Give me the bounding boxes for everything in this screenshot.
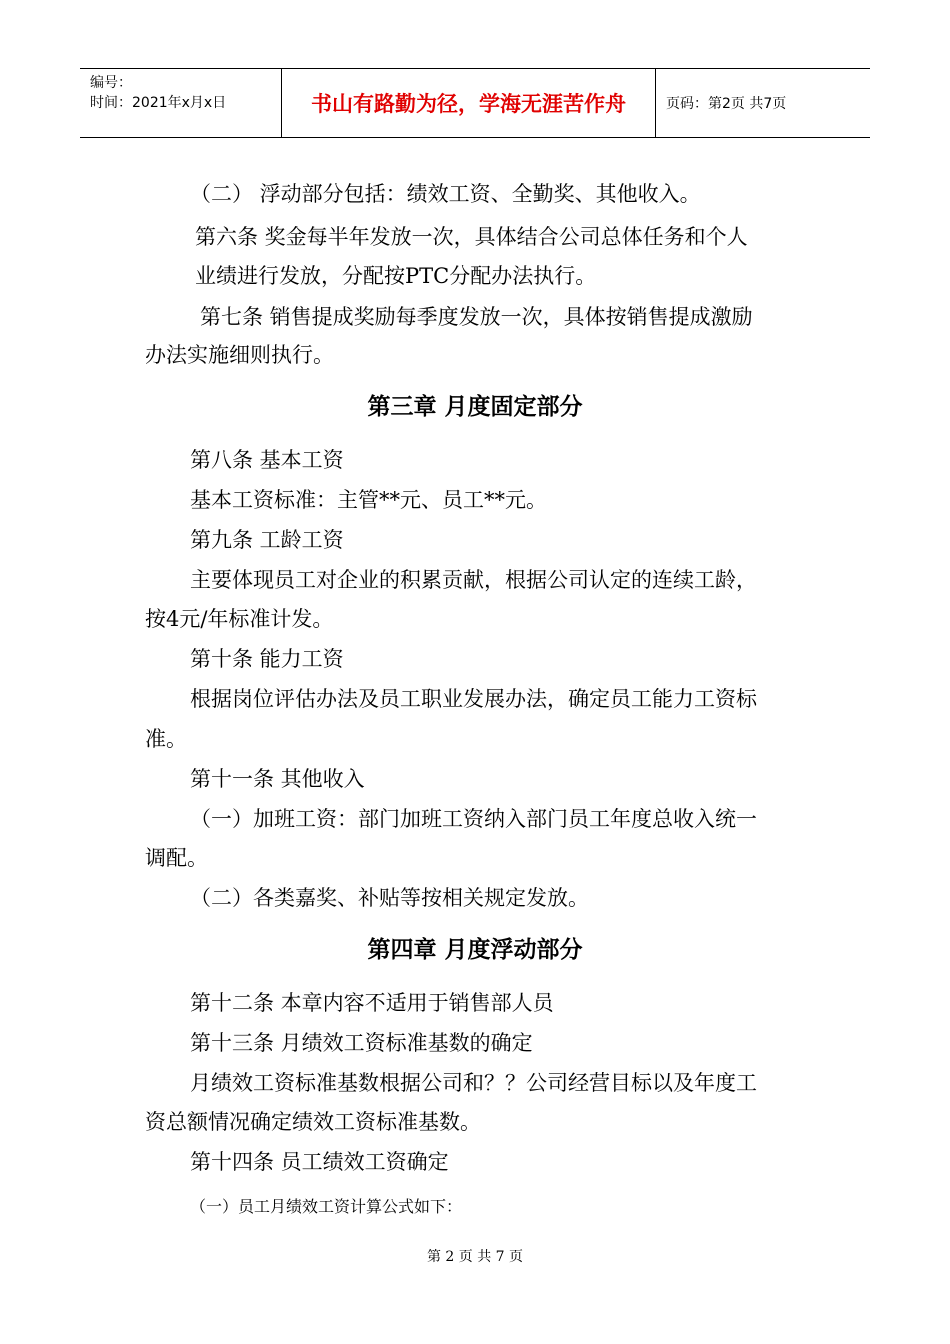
text-line: 第十三条 月绩效工资标准基数的确定 — [190, 1031, 533, 1055]
text-line: 月绩效工资标准基数根据公司和？？公司经营目标以及年度工 — [190, 1071, 757, 1095]
text-line: （二） 浮动部分包括：绩效工资、全勤奖、其他收入。 — [190, 182, 701, 206]
text-line: 业绩进行发放，分配按PTC分配办法执行。 — [195, 264, 597, 288]
header-motto: 书山有路勤为径，学海无涯苦作舟 — [282, 69, 656, 137]
text-line: （二）各类嘉奖、补贴等按相关规定发放。 — [190, 886, 589, 910]
chapter-title: 第三章 月度固定部分 — [367, 394, 583, 420]
page-header — [80, 68, 870, 138]
text-line: 准。 — [145, 727, 187, 751]
text-line: 第十四条 员工绩效工资确定 — [190, 1150, 449, 1174]
text-line: 第十条 能力工资 — [190, 647, 344, 671]
time-label: 时间：2021年x月x日 — [90, 95, 227, 111]
text-line: 第六条 奖金每半年发放一次，具体结合公司总体任务和个人 — [195, 225, 748, 249]
text-line: 按4元/年标准计发。 — [145, 607, 334, 631]
text-line: 主要体现员工对企业的积累贡献，根据公司认定的连续工龄， — [190, 568, 757, 592]
text-line: 第十二条 本章内容不适用于销售部人员 — [190, 991, 554, 1015]
text-line: 第八条 基本工资 — [190, 448, 344, 472]
number-label: 编号： — [90, 75, 132, 91]
text-line: 办法实施细则执行。 — [145, 343, 334, 367]
text-line: （一）员工月绩效工资计算公式如下： — [190, 1197, 463, 1216]
header-meta — [80, 69, 282, 137]
page-footer: 第 2 页 共 7 页 — [426, 1249, 524, 1265]
text-line: 第七条 销售提成奖励每季度发放一次，具体按销售提成激励 — [200, 305, 753, 329]
text-line: 第九条 工龄工资 — [190, 528, 344, 552]
header-page-info: 页码：第2页 共7页 — [666, 96, 787, 112]
text-line: 根据岗位评估办法及员工职业发展办法，确定员工能力工资标 — [190, 687, 757, 711]
text-line: 调配。 — [145, 846, 208, 870]
text-line: 资总额情况确定绩效工资标准基数。 — [145, 1110, 481, 1134]
text-line: （一）加班工资：部门加班工资纳入部门员工年度总收入统一 — [190, 807, 757, 831]
text-line: 第十一条 其他收入 — [190, 767, 365, 791]
chapter-title: 第四章 月度浮动部分 — [367, 937, 583, 963]
text-line: 基本工资标准：主管**元、员工**元。 — [190, 488, 547, 512]
